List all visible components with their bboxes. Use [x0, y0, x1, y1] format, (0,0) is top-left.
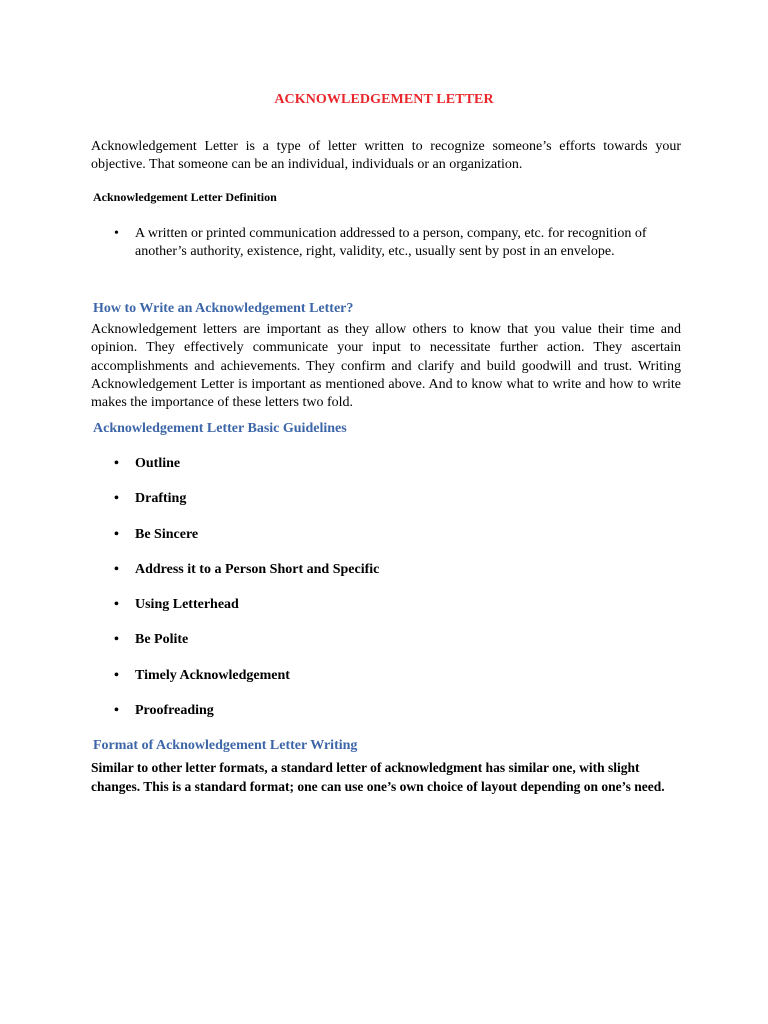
definition-list-item [93, 225, 673, 262]
definition-text: A written or printed communication addressed to a person, company, etc. for recognition of another’s authority, existence, right, validity, etc., usually sent by post in an envelope. [135, 226, 647, 260]
bullet-icon: • [114, 226, 119, 241]
guideline-text: Drafting [135, 491, 187, 507]
guideline-item [93, 631, 653, 666]
format-paragraph: Similar to other letter formats, a standard letter of acknowledgment has similar one, with slight changes. This is a standard format; one can use one’s own choice of layout depending on one’s need. [91, 760, 665, 794]
guideline-text: Proofreading [135, 703, 214, 719]
guidelines-list [93, 455, 653, 737]
guidelines-heading: Acknowledgement Letter Basic Guidelines [93, 421, 347, 436]
document-title: ACKNOWLEDGEMENT LETTER [274, 92, 494, 107]
guideline-text: Be Polite [135, 632, 189, 648]
how-to-write-paragraph: Acknowledgement letters are important as they allow others to know that you value their time and opinion. They effectively communicate your input to necessitate further action. They ascertain accomplishments and achievements. They confirm and clarify and build goodwill and trust. Writing Acknowledgement Letter is important as mentioned above. And to know what to write and how to write makes the importance of these letters two fold. [91, 322, 681, 411]
guideline-text: Timely Acknowledgement [135, 667, 290, 683]
bullet-icon: • [114, 667, 119, 683]
bullet-icon: • [114, 632, 119, 648]
bullet-icon: • [114, 526, 119, 542]
bullet-icon: • [114, 561, 119, 577]
guideline-item [93, 526, 653, 561]
format-heading: Format of Acknowledgement Letter Writing [93, 738, 358, 753]
definition-list [93, 225, 673, 262]
guideline-item [93, 596, 653, 631]
guideline-item [93, 561, 653, 596]
guideline-item [93, 490, 653, 525]
how-to-write-heading: How to Write an Acknowledgement Letter? [93, 301, 354, 316]
guideline-text: Address it to a Person Short and Specific [135, 561, 380, 577]
guideline-text: Using Letterhead [135, 597, 239, 613]
guideline-item [93, 667, 653, 702]
definition-heading: Acknowledgement Letter Definition [93, 190, 277, 204]
intro-paragraph: Acknowledgement Letter is a type of letter written to recognize someone’s efforts towards your objective. That someone can be an individual, individuals or an organization. [91, 139, 681, 173]
bullet-icon: • [114, 456, 119, 471]
bullet-icon: • [114, 703, 119, 719]
bullet-icon: • [114, 597, 119, 613]
guideline-text: Be Sincere [135, 526, 199, 542]
guideline-item [93, 702, 653, 737]
bullet-icon: • [114, 491, 119, 507]
guideline-text: Outline [135, 456, 181, 471]
guideline-item [93, 455, 653, 490]
